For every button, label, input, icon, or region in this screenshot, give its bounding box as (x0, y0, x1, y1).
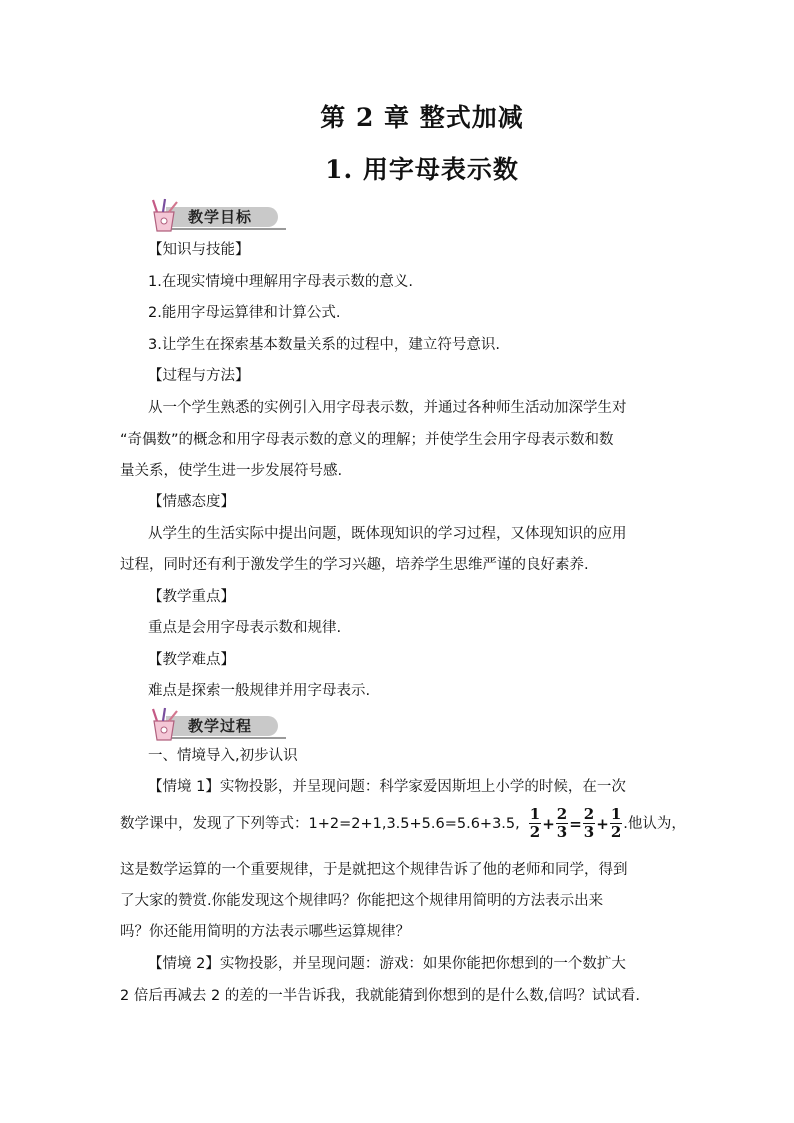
pencil-cup-icon (148, 198, 188, 234)
plus-sign: + (596, 814, 609, 833)
method-line-2: “奇偶数”的概念和用字母表示数的意义的理解；并使学生会用字母表示数和数 (120, 432, 614, 448)
banner-label: 教学目标 (188, 208, 253, 226)
process-banner (148, 707, 298, 743)
difficulty-heading: 【教学难点】 (148, 652, 235, 668)
banner-label: 教学过程 (188, 717, 253, 735)
attitude-line-2: 过程，同时还有利于激发学生的学习兴趣，培养学生思维严谨的良好素养. (120, 557, 589, 573)
key-heading: 【教学重点】 (148, 589, 235, 605)
difficulty-text: 难点是探索一般规律并用字母表示. (148, 683, 371, 699)
knowledge-heading: 【知识与技能】 (148, 242, 250, 258)
method-heading: 【过程与方法】 (148, 368, 250, 384)
method-line-3: 量关系，使学生进一步发展符号感. (120, 463, 343, 479)
knowledge-item-2: 2.能用字母运算律和计算公式. (148, 305, 341, 321)
method-line-1: 从一个学生熟悉的实例引入用字母表示数，并通过各种师生活动加深学生对 (148, 400, 627, 416)
scenario-1-line-4: 了大家的赞赏.你能发现这个规律吗？你能把这个规律用简明的方法表示出来 (120, 893, 604, 909)
goals-banner (148, 198, 298, 234)
scenario-1-equation-line (120, 806, 686, 841)
equals-sign: = (569, 814, 582, 833)
fraction: $\frac{1}{2}$ (529, 805, 541, 841)
lesson-title: 1. 用字母表示数 (325, 155, 519, 184)
pencil-cup-icon (148, 707, 188, 743)
scenario-1-line-5: 吗？你还能用简明的方法表示哪些运算规律？ (120, 924, 410, 940)
knowledge-item-1: 1.在现实情境中理解用字母表示数的意义. (148, 274, 413, 290)
scenario-2-line-2: 2 倍后再减去 2 的差的一半告诉我，我就能猜到你想到的是什么数,信吗？试试看. (120, 988, 640, 1004)
plus-sign: + (542, 814, 555, 833)
knowledge-item-3: 3.让学生在探索基本数量关系的过程中，建立符号意识. (148, 337, 500, 353)
fraction: $\frac{2}{3}$ (556, 805, 568, 841)
section-1-heading: 一、情境导入,初步认识 (148, 748, 298, 764)
fraction: $\frac{1}{2}$ (610, 805, 622, 841)
scenario-2-line-1: 【情境 2】实物投影，并呈现问题：游戏：如果你能把你想到的一个数扩大 (148, 956, 626, 972)
key-text: 重点是会用字母表示数和规律. (148, 620, 342, 636)
scenario-1-line-1: 【情境 1】实物投影，并呈现问题：科学家爱因斯坦上小学的时候，在一次 (148, 779, 626, 795)
attitude-line-1: 从学生的生活实际中提出问题，既体现知识的学习过程，又体现知识的应用 (148, 526, 627, 542)
scenario-1-line-3: 这是数学运算的一个重要规律，于是就把这个规律告诉了他的老师和同学，得到 (120, 862, 628, 878)
fraction: $\frac{2}{3}$ (583, 805, 595, 841)
chapter-title: 第 2 章 整式加减 (320, 103, 524, 132)
scenario-1-eq-suffix: .他认为， (623, 815, 686, 832)
scenario-1-eq-prefix: 数学课中，发现了下列等式：1+2=2+1,3.5+5.6=5.6+3.5, (120, 815, 520, 832)
attitude-heading: 【情感态度】 (148, 494, 235, 510)
